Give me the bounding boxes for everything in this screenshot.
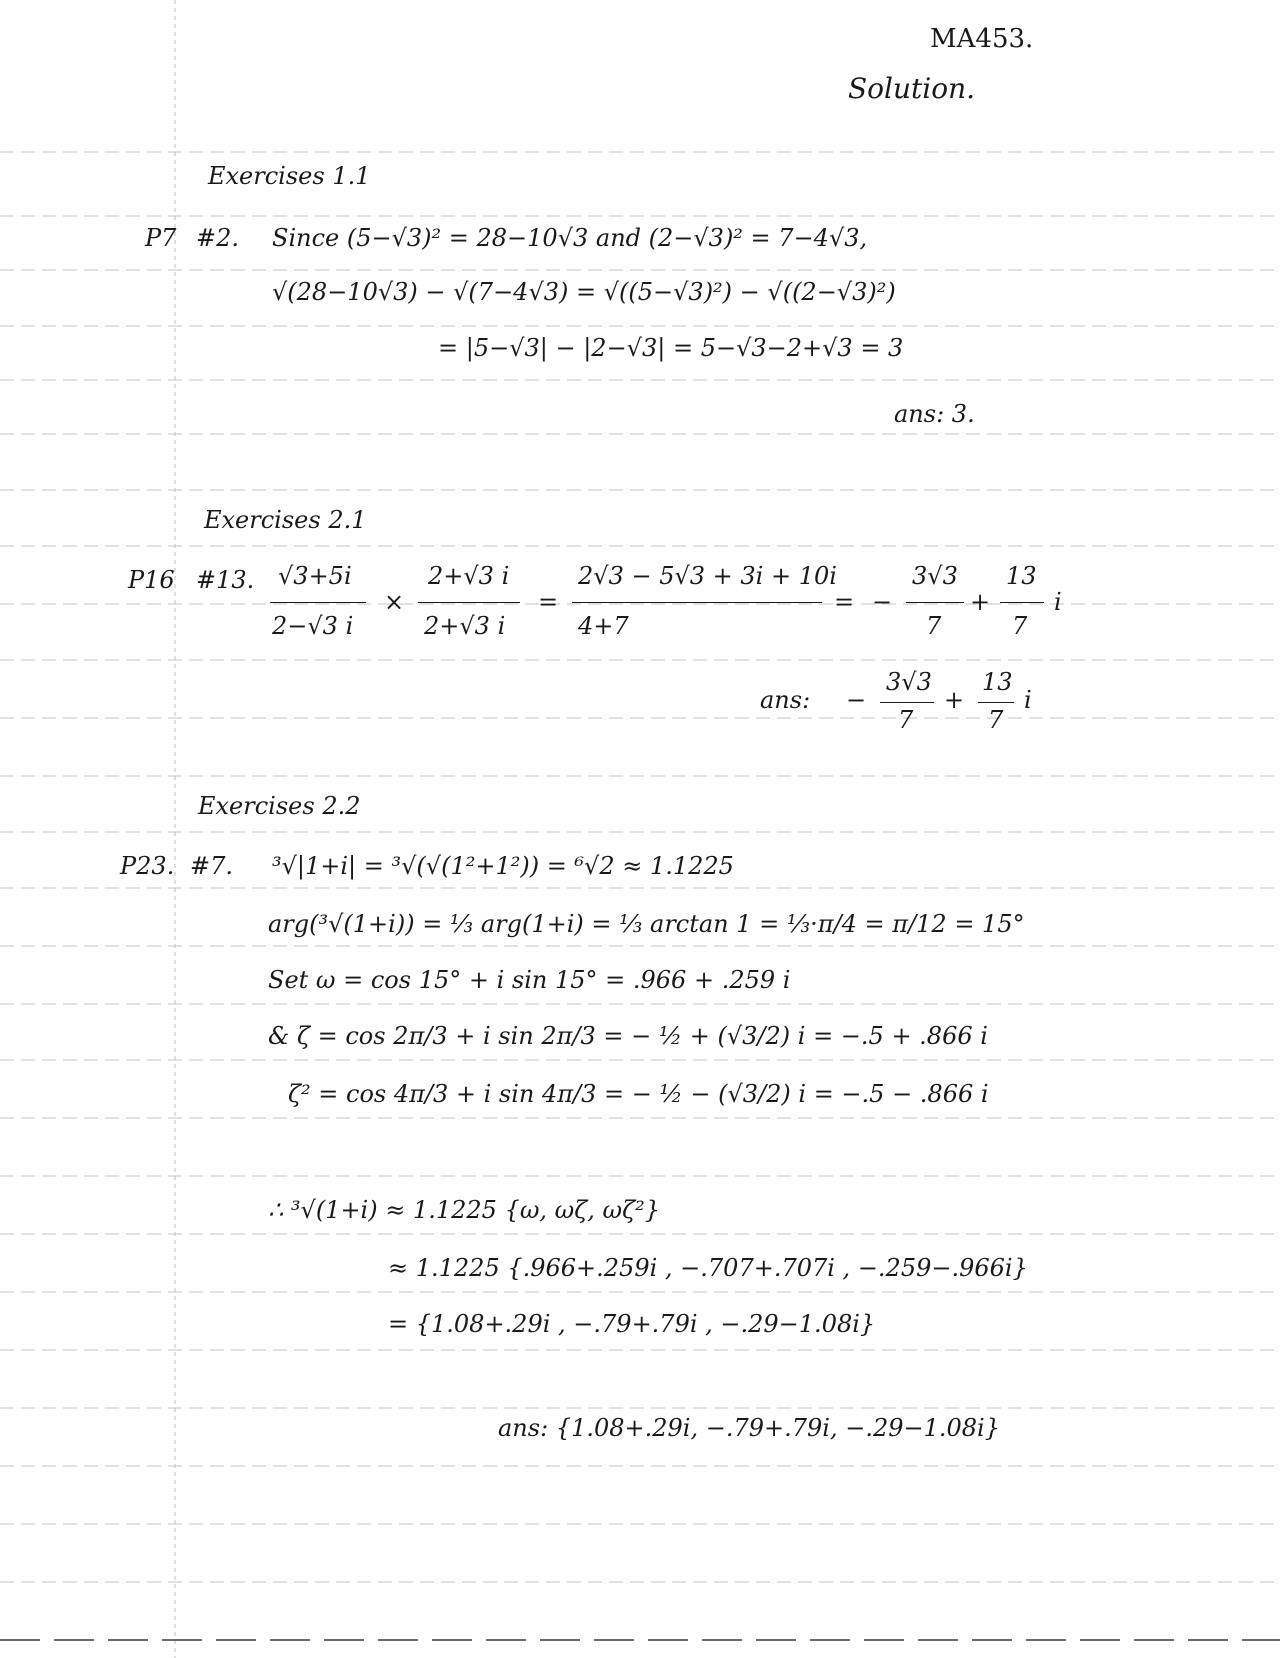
fraction-numerator: 3√3 — [886, 668, 932, 696]
answer: ans: 3. — [894, 400, 975, 428]
fraction-bar — [1000, 602, 1044, 603]
minus-sign: − — [846, 686, 867, 714]
fraction-denominator: 7 — [898, 706, 914, 734]
page-reference: P16 — [128, 566, 175, 594]
fraction-bar — [572, 602, 822, 603]
math-line: ³√|1+i| = ³√(√(1²+1²)) = ⁶√2 ≈ 1.1225 — [272, 852, 734, 880]
fraction-denominator: 2−√3 i — [272, 612, 354, 640]
fraction-numerator: √3+5i — [278, 562, 352, 590]
math-line: = {1.08+.29i , −.79+.79i , −.29−1.08i} — [388, 1310, 876, 1338]
problem-number: #7. — [190, 852, 234, 880]
times-sign: × — [384, 588, 405, 616]
section-heading: Exercises 1.1 — [208, 162, 371, 190]
fraction-numerator: 2√3 − 5√3 + 3i + 10i — [578, 562, 837, 590]
fraction-denominator: 7 — [1012, 612, 1028, 640]
math-line: ≈ 1.1225 {.966+.259i , −.707+.707i , −.259−.966i} — [388, 1254, 1028, 1282]
fraction-bar — [880, 702, 934, 703]
fraction-bar — [418, 602, 520, 603]
imaginary-unit: i — [1024, 686, 1032, 714]
answer: ans: {1.08+.29i, −.79+.79i, −.29−1.08i} — [498, 1414, 1000, 1442]
fraction-bar — [270, 602, 366, 603]
fraction-bar — [906, 602, 964, 603]
section-heading: Exercises 2.2 — [198, 792, 361, 820]
fraction-numerator: 2+√3 i — [428, 562, 510, 590]
math-line: ζ² = cos 4π/3 + i sin 4π/3 = − ½ − (√3/2) i = −.5 − .866 i — [288, 1080, 989, 1108]
page-reference: P23. — [120, 852, 175, 880]
plus-sign: + — [944, 686, 965, 714]
fraction-denominator: 7 — [988, 706, 1004, 734]
fraction-denominator: 4+7 — [578, 612, 629, 640]
math-line: √(28−10√3) − √(7−4√3) = √((5−√3)²) − √((2−√3)²) — [272, 278, 896, 306]
math-line: arg(³√(1+i)) = ⅓ arg(1+i) = ⅓ arctan 1 = ⅓·π/4 = π/12 = 15° — [268, 910, 1025, 938]
imaginary-unit: i — [1054, 588, 1062, 616]
equals-sign: = — [538, 588, 559, 616]
page-reference: P7 — [145, 224, 177, 252]
problem-number: #13. — [196, 566, 255, 594]
math-line: ∴ ³√(1+i) ≈ 1.1225 {ω, ωζ, ωζ²} — [268, 1196, 660, 1224]
fraction-denominator: 7 — [926, 612, 942, 640]
fraction-numerator: 13 — [982, 668, 1013, 696]
fraction-denominator: 2+√3 i — [424, 612, 506, 640]
answer-label: ans: — [760, 686, 811, 714]
equals-sign: = — [834, 588, 855, 616]
course-code: MA453. — [930, 24, 1034, 54]
minus-sign: − — [872, 588, 893, 616]
fraction-numerator: 3√3 — [912, 562, 958, 590]
math-line: Set ω = cos 15° + i sin 15° = .966 + .259 i — [268, 966, 791, 994]
fraction-numerator: 13 — [1006, 562, 1037, 590]
math-line: Since (5−√3)² = 28−10√3 and (2−√3)² = 7−4√3, — [272, 224, 868, 252]
fraction-bar — [978, 702, 1014, 703]
page-title: Solution. — [848, 72, 976, 105]
plus-sign: + — [970, 588, 991, 616]
math-line: = |5−√3| − |2−√3| = 5−√3−2+√3 = 3 — [438, 334, 904, 362]
section-heading: Exercises 2.1 — [204, 506, 367, 534]
problem-number: #2. — [196, 224, 240, 252]
math-line: & ζ = cos 2π/3 + i sin 2π/3 = − ½ + (√3/2) i = −.5 + .866 i — [268, 1022, 988, 1050]
